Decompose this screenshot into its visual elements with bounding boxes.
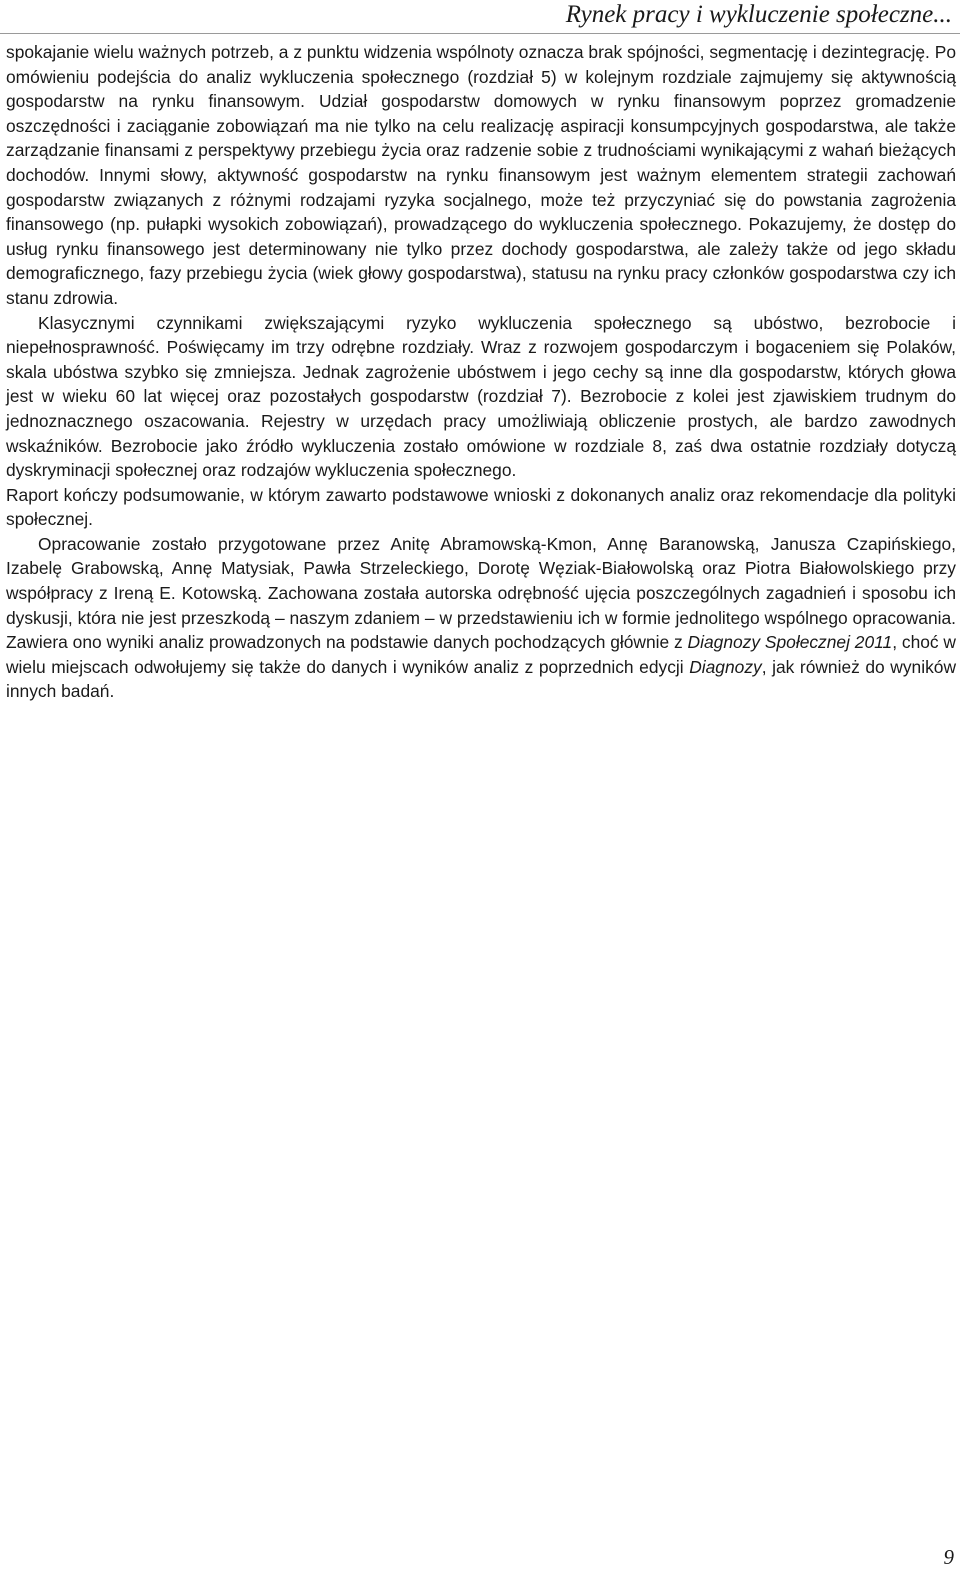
- paragraph-financial-market: spokajanie wielu ważnych potrzeb, a z punktu widzenia wspólnoty oznacza brak spójności, segmentację i dezintegrację. Po omówieniu podejścia do analiz wykluczenia społecznego (rozdział 5) w kolejnym rozdziale zajmujemy się aktywnością gospodarstw na rynku finansowym. Udział gospodarstw domowych w rynku finansowym poprzez gromadzenie oszczędności i zaciąganie zobowiązań ma nie tylko na celu realizację aspiracji konsumpcyjnych gospodarstwa, ale także zarządzanie finansami z perspektywy przebiegu życia oraz radzenie sobie z trudnościami wynikającymi z wahań bieżących dochodów. Innymi słowy, aktywność gospodarstw na rynku finansowym jest ważnym elementem strategii zachowań gospodarstw związanych z różnymi rodzajami ryzyka socjalnego, może też przyczyniać się do powstania zagrożenia finansowego (np. pułapki wysokich zobowiązań), prowadzącego do wykluczenia społecznego. Pokazujemy, że dostęp do usług rynku finansowego jest determinowany nie tylko przez dochody gospodarstwa, ale zależy także od jego składu demograficznego, fazy przebiegu życia (wiek głowy gospodarstwa), statusu na rynku pracy członków gospodarstwa czy ich stanu zdrowia.: [6, 42, 956, 308]
- authors-text-part1: Opracowanie zostało przygotowane przez Anitę Abramowską-Kmon, Annę Baranowską, Janusza Czapińskiego, Izabelę Grabowską, Annę Matysiak, Pawła Strzeleckiego, Dorotę Węziak-Białowolską oraz Piotra Białowolskiego przy współpracy z Ireną E. Kotowską. Zachowana została autorska odrębność ujęcia poszczególnych zagadnień i sposobu ich dyskusji, która nie jest przeszkodą – naszym zdaniem – w przedstawieniu ich w formie jednolitego wspólnego opracowania. Zawiera ono wyniki analiz prowadzonych na podstawie danych pochodzących głównie z: [6, 533, 956, 653]
- running-header-title: Rynek pracy i wykluczenie społeczne...: [565, 1, 952, 28]
- running-header: [0, 0, 960, 34]
- body-text: [6, 40, 956, 704]
- authors-text-part3: , jak również do wyników innych badań.: [6, 656, 957, 702]
- page-number: 9: [943, 1545, 954, 1569]
- paragraph-summary: Raport kończy podsumowanie, w którym zawarto podstawowe wnioski z dokonanych analiz oraz rekomendacje dla polityki społecznej.: [6, 484, 956, 530]
- paragraph-authors: [6, 532, 956, 704]
- diagnoza-title: Diagnozy: [689, 656, 762, 677]
- paragraph-classic-factors: Klasycznymi czynnikami zwiększającymi ryzyko wykluczenia społecznego są ubóstwo, bezrobocie i niepełnosprawność. Poświęcamy im trzy odrębne rozdziały. Wraz z rozwojem gospodarczym i bogaceniem się Polaków, skala ubóstwa szybko się zmniejsza. Jednak zagrożenie ubóstwem i jego cechy są inne dla gospodarstw, których głowa jest w wieku 60 lat więcej oraz pozostałych gospodarstw (rozdział 7). Bezrobocie z kolei jest zjawiskiem trudnym do jednoznacznego oszacowania. Rejestry w urzędach pracy umożliwiają obliczenie prostych, ale bardzo zawodnych wskaźników. Bezrobocie jako źródło wykluczenia zostało omówione w rozdziale 8, zaś dwa ostatnie rozdziały dotyczą dyskryminacji społecznej oraz rodzajów wykluczenia społecznego.: [6, 312, 956, 481]
- authors-text-part2: , choć w wielu miejscach odwołujemy się także do danych i wyników analiz z poprzednich edycji: [6, 632, 956, 677]
- diagnoza-2011-title: Diagnozy Społecznej 2011: [687, 632, 893, 653]
